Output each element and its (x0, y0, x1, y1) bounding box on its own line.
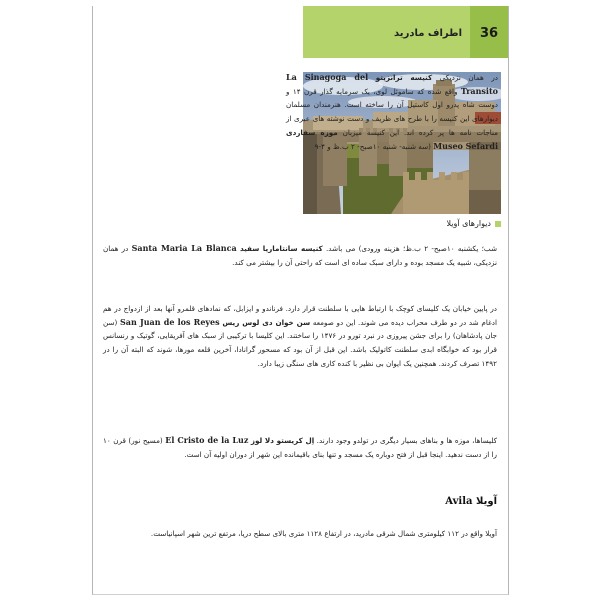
paragraph-transito: در همان نزدیکی کنیسه ترانزیتو La Sinagoga del Transito واقع شده که ساموئل لوی، یک سرمایه گذار قرن ۱۴ و دوست شاه پدرو اول کاستیل آن را ساخته است. هنرمندان مسلمان دیوارهای این کنیسه را با طرح های ظریف و دست نوشته های عبری از مناجات نامه ها پر کرده اند. این کنیسه میزبان موزه سفاردی Museo Sefardi (سه شنبه- شنبه ۱۰صبح- ۲ ب.ظ و ۴-۹ (286, 72, 498, 151)
book-page (92, 6, 509, 595)
header-band (303, 6, 508, 58)
paragraph-santa-maria: شب؛ یکشنبه ۱۰صبح- ۲ ب.ظ؛ هزینه ورودی) می باشد. کنیسه سانتاماریا سفید Santa Maria La Blanca در همان نزدیکی، شبیه یک مسجد بوده و دارای سبک ساده ای است که راحتی آن را بیشتر می کند. (103, 243, 498, 267)
avila-heading: آویلا Avila (445, 496, 497, 507)
page-number: 36 (470, 6, 508, 58)
paragraph-cristo-luz: کلیساها، موزه ها و بناهای بسیار دیگری در تولدو وجود دارند. اِل کریستو دلا لوز El Cristo de la Luz (مسیح نور) قرن ۱۰ را از دست ندهید. اینجا قبل از فتح دوباره یک مسجد و تنها بنای باقیمانده این شهر از دوران اولیه آن است. (103, 435, 498, 459)
paragraph-san-juan: در پایین خیابان یک کلیسای کوچک با ارتباط هایی با سلطنت قرار دارد. فرناندو و ایزابل، که نمادهای قلمرو آنها بعد از ازدواج در هم ادغام شد در دو طرف محراب دیده می شوند. این دو صومعه سن خوان دی لوس ریس San Juan de los Reyes (سن جان پادشاهان) را برای جشن پیروزی در نبرد تورو در ۱۴۷۶ را ساختند. این کلیسا با ترکیبی از سبک های آفریقایی، گوتیک و رنسانس قرار بود که خوابگاه ابدی سلطنت کاتولیک باشد. این قبل از آن بود که مسحور گرانادا، آخرین قلعه مورها، شوند که البته آن را در ۱۴۹۲ تصرف کردند. همچنین یک ایوان بی نظیر با کنده کاری های سنگی زیبا دارد. (103, 304, 497, 368)
caption-square-icon (495, 221, 501, 227)
section-title: اطراف مادرید (394, 28, 462, 39)
paragraph-avila: آویلا واقع در ۱۱۲ کیلومتری شمال شرقی مادرید، در ارتفاع ۱۱۲۸ متری بالای سطح دریا، مرتفع ترین شهر اسپانیاست. (150, 529, 497, 538)
photo-caption: دیوارهای آویلا (303, 219, 501, 228)
